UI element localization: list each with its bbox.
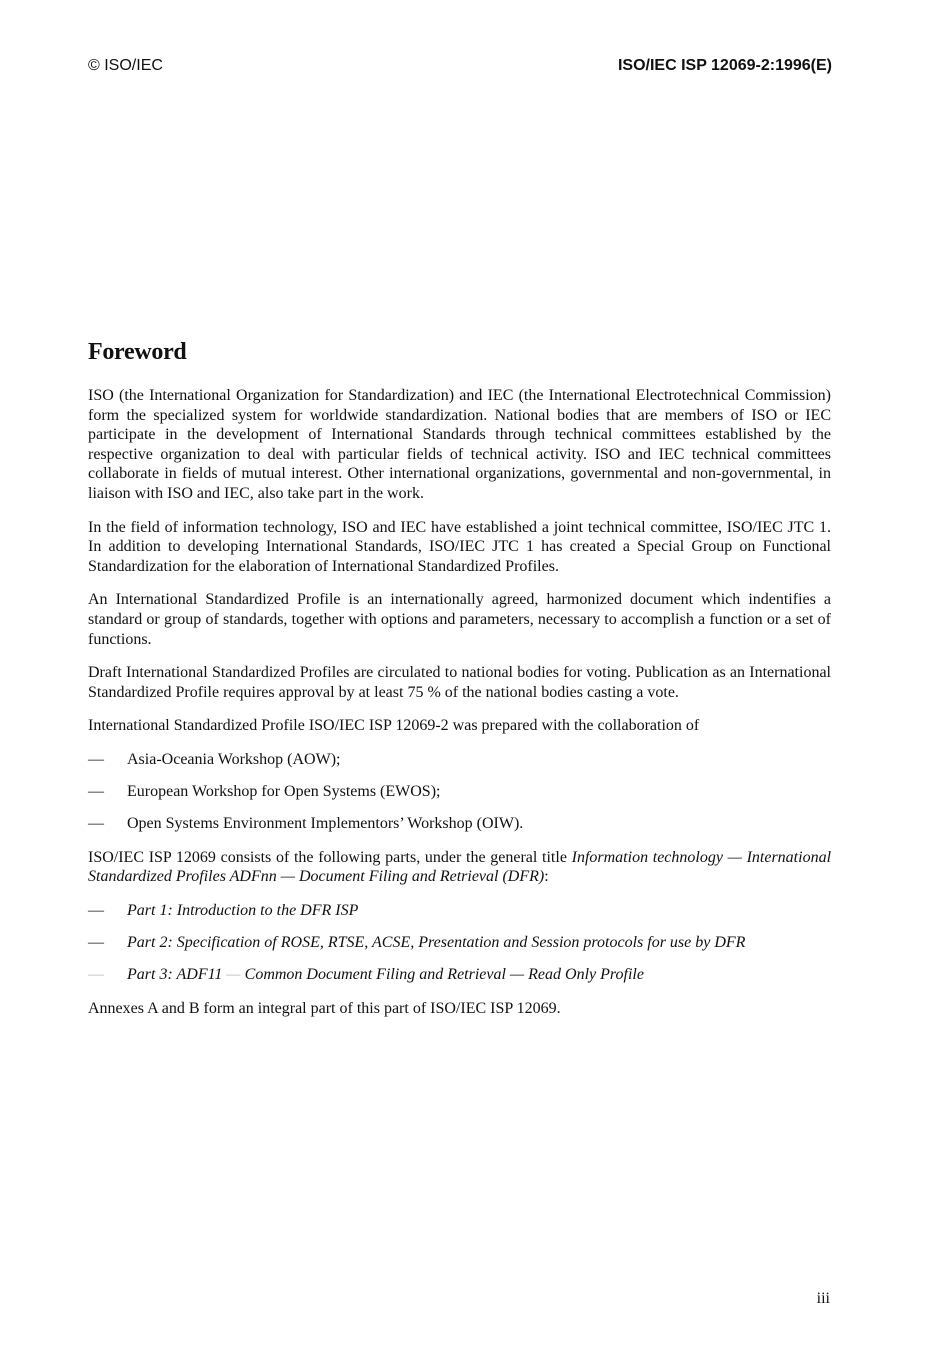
part-3-dash: — [226, 966, 241, 984]
part-2: Part 2: Specification of ROSE, RTSE, ACSE, Presentation and Session protocols for use by DFR [127, 933, 746, 951]
paragraph-isp-definition: An International Standardized Profile is an internationally agreed, harmonized document which indentifies a standard or group of standards, together with options and parameters, necessary to accomplish a function or a set of functions. [88, 591, 831, 648]
dash-marker: — [88, 933, 104, 951]
part-3-suffix: Common Document Filing and Retrieval — Read Only Profile [240, 966, 644, 984]
part-1: Part 1: Introduction to the DFR ISP [127, 901, 359, 919]
dash-marker: — [88, 750, 104, 768]
workshop-oiw: Open Systems Environment Implementors’ Workshop (OIW). [127, 815, 524, 833]
paragraph-annexes: Annexes A and B form an integral part of this part of ISO/IEC ISP 12069. [88, 999, 561, 1017]
page-number: iii [816, 1290, 830, 1307]
paragraph-collaboration: International Standardized Profile ISO/IEC ISP 12069-2 was prepared with the collaboration of [88, 717, 700, 735]
list-item [88, 965, 831, 985]
general-title-dash: — [722, 848, 747, 866]
part-3-prefix: Part 3: ADF11 [127, 966, 227, 984]
dash-marker: — [88, 783, 104, 800]
dash-marker: — [88, 901, 104, 919]
dash-marker: — [88, 966, 104, 984]
foreword-body [88, 386, 831, 1032]
header-document-id: ISO/IEC ISP 12069-2:1996(E) [617, 57, 832, 74]
general-title-part1: Information technology [571, 848, 723, 866]
list-item [88, 901, 831, 921]
list-item [88, 933, 831, 953]
paragraph-draft-voting: Draft International Standardized Profiles are circulated to national bodies for voting. Publication as an International Standardized Profile requires approval by at least 75 % of the national bodies casting a vote. [88, 664, 831, 701]
paragraph-parts-intro [88, 848, 831, 887]
workshop-ewos: European Workshop for Open Systems (EWOS); [127, 783, 441, 800]
page-title: Foreword [88, 339, 187, 365]
workshop-list [88, 750, 831, 834]
parts-intro-suffix: : [544, 868, 549, 886]
parts-intro-prefix: ISO/IEC ISP 12069 consists of the following parts, under the general title [88, 848, 572, 866]
workshop-aow: Asia-Oceania Workshop (AOW); [127, 750, 341, 768]
general-title-part2: International Standardized Profiles ADFnn — Document Filing and Retrieval (DFR) [88, 848, 832, 886]
dash-marker: — [88, 815, 104, 833]
list-item [88, 782, 831, 802]
header-copyright: © ISO/IEC [88, 57, 163, 74]
paragraph-jtc1: In the field of information technology, ISO and IEC have established a joint technical committee, ISO/IEC JTC 1. In addition to developing International Standards, ISO/IEC JTC 1 has created a Special Group on Functional Standardization for the elaboration of International Standardized Profiles. [88, 518, 831, 575]
paragraph-iso-iec: ISO (the International Organization for Standardization) and IEC (the International Electrotechnical Commission) form the specialized system for worldwide standardization. National bodies that are members of ISO or IEC participate in the development of International Standards through technical committees established by the respective organization to deal with particular fields of technical activity. ISO and IEC technical committees collaborate in fields of mutual interest. Other international organizations, governmental and non-governmental, in liaison with ISO and IEC, also take part in the work. [88, 387, 831, 502]
list-item [88, 814, 831, 834]
parts-list [88, 901, 831, 985]
list-item [88, 750, 831, 770]
